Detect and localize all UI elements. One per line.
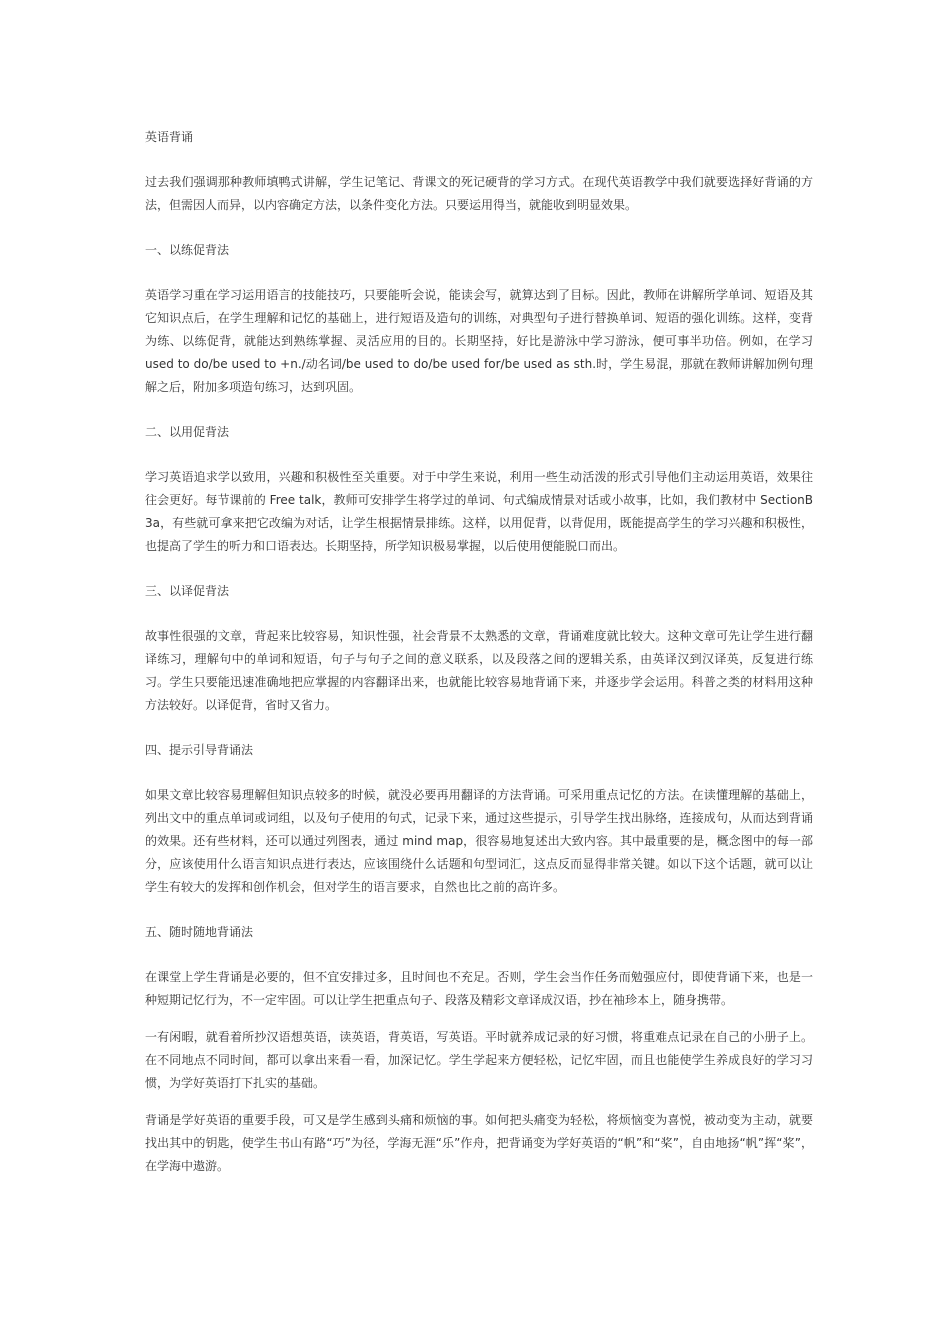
section-5-paragraph-2: 一有闲暇，就看着所抄汉语想英语，读英语，背英语，写英语。平时就养成记录的好习惯，将重难点记录在自己的小册子上。在不同地点不同时间，都可以拿出来看一看，加深记忆。学生学起来方便轻松，记忆牢固，而且也能使学生养成良好的学习习惯，为学好英语打下扎实的基础。 (145, 1030, 813, 1090)
section-heading-4: 四、提示引导背诵法 (145, 743, 254, 757)
section-heading-2: 二、以用促背法 (145, 425, 230, 439)
section-heading-1: 一、以练促背法 (145, 243, 230, 257)
section-2-paragraph-1: 学习英语追求学以致用，兴趣和积极性至关重要。对于中学生来说，利用一些生动活泼的形式引导他们主动运用英语，效果往往会更好。每节课前的 Free talk，教师可安排学生将学过的单词、句式编成情景对话或小故事，比如，我们教材中 SectionB 3a，有些就可拿来把它改编为对话，让学生根据情景排练。这样，以用促背，以背促用，既能提高学生的学习兴趣和积极性，也提高了学生的听力和口语表达。长期坚持，所学知识极易掌握，以后使用便能脱口而出。 (145, 470, 813, 553)
section-heading-3: 三、以译促背法 (145, 584, 230, 598)
section-heading-5: 五、随时随地背诵法 (145, 925, 254, 939)
intro-paragraph: 过去我们强调那种教师填鸭式讲解，学生记笔记、背课文的死记硬背的学习方式。在现代英语教学中我们就要选择好背诵的方法，但需因人而异，以内容确定方法，以条件变化方法。只要运用得当，就能收到明显效果。 (145, 175, 813, 212)
section-5-paragraph-1: 在课堂上学生背诵是必要的，但不宜安排过多，且时间也不充足。否则，学生会当作任务而勉强应付，即使背诵下来，也是一种短期记忆行为，不一定牢固。可以让学生把重点句子、段落及精彩文章译成汉语，抄在袖珍本上，随身携带。 (145, 970, 813, 1007)
document-title: 英语背诵 (145, 130, 194, 144)
section-5-paragraph-3: 背诵是学好英语的重要手段，可又是学生感到头痛和烦恼的事。如何把头痛变为轻松，将烦恼变为喜悦，被动变为主动，就要找出其中的钥匙，使学生书山有路“巧”为径，学海无涯“乐”作舟，把背诵变为学好英语的“帆”和“桨”，自由地扬“帆”挥“桨”，在学海中遨游。 (145, 1113, 813, 1173)
section-3-paragraph-1: 故事性很强的文章，背起来比较容易，知识性强，社会背景不太熟悉的文章，背诵难度就比较大。这种文章可先让学生进行翻译练习，理解句中的单词和短语，句子与句子之间的意义联系，以及段落之间的逻辑关系，由英译汉到汉译英，反复进行练习。学生只要能迅速准确地把应掌握的内容翻译出来，也就能比较容易地背诵下来，并逐步学会运用。科普之类的材料用这种方法较好。以译促背，省时又省力。 (145, 629, 813, 712)
document-body (145, 126, 813, 1200)
section-4-paragraph-1: 如果文章比较容易理解但知识点较多的时候，就没必要再用翻译的方法背诵。可采用重点记忆的方法。在读懂理解的基础上，列出文中的重点单词或词组，以及句子使用的句式，记录下来，通过这些提示，引导学生找出脉络，连接成句，从而达到背诵的效果。还有些材料，还可以通过列图表，通过 mind map，很容易地复述出大致内容。其中最重要的是，概念图中的每一部分，应该使用什么语言知识点进行表达，应该围绕什么话题和句型词汇，这点反而显得非常关键。如以下这个话题，就可以让学生有较大的发挥和创作机会，但对学生的语言要求，自然也比之前的高许多。 (145, 788, 813, 894)
section-1-paragraph-1: 英语学习重在学习运用语言的技能技巧，只要能听会说，能读会写，就算达到了目标。因此，教师在讲解所学单词、短语及其它知识点后，在学生理解和记忆的基础上，进行短语及造句的训练，对典型句子进行替换单词、短语的强化训练。这样，变背为练、以练促背，就能达到熟练掌握、灵活应用的目的。长期坚持，好比是游泳中学习游泳，便可事半功倍。例如，在学习 used to do/be used to +n./动名词/be used to do/be used for/be used as sth.时，学生易混，那就在教师讲解加例句理解之后，附加多项造句练习，达到巩固。 (145, 288, 813, 394)
